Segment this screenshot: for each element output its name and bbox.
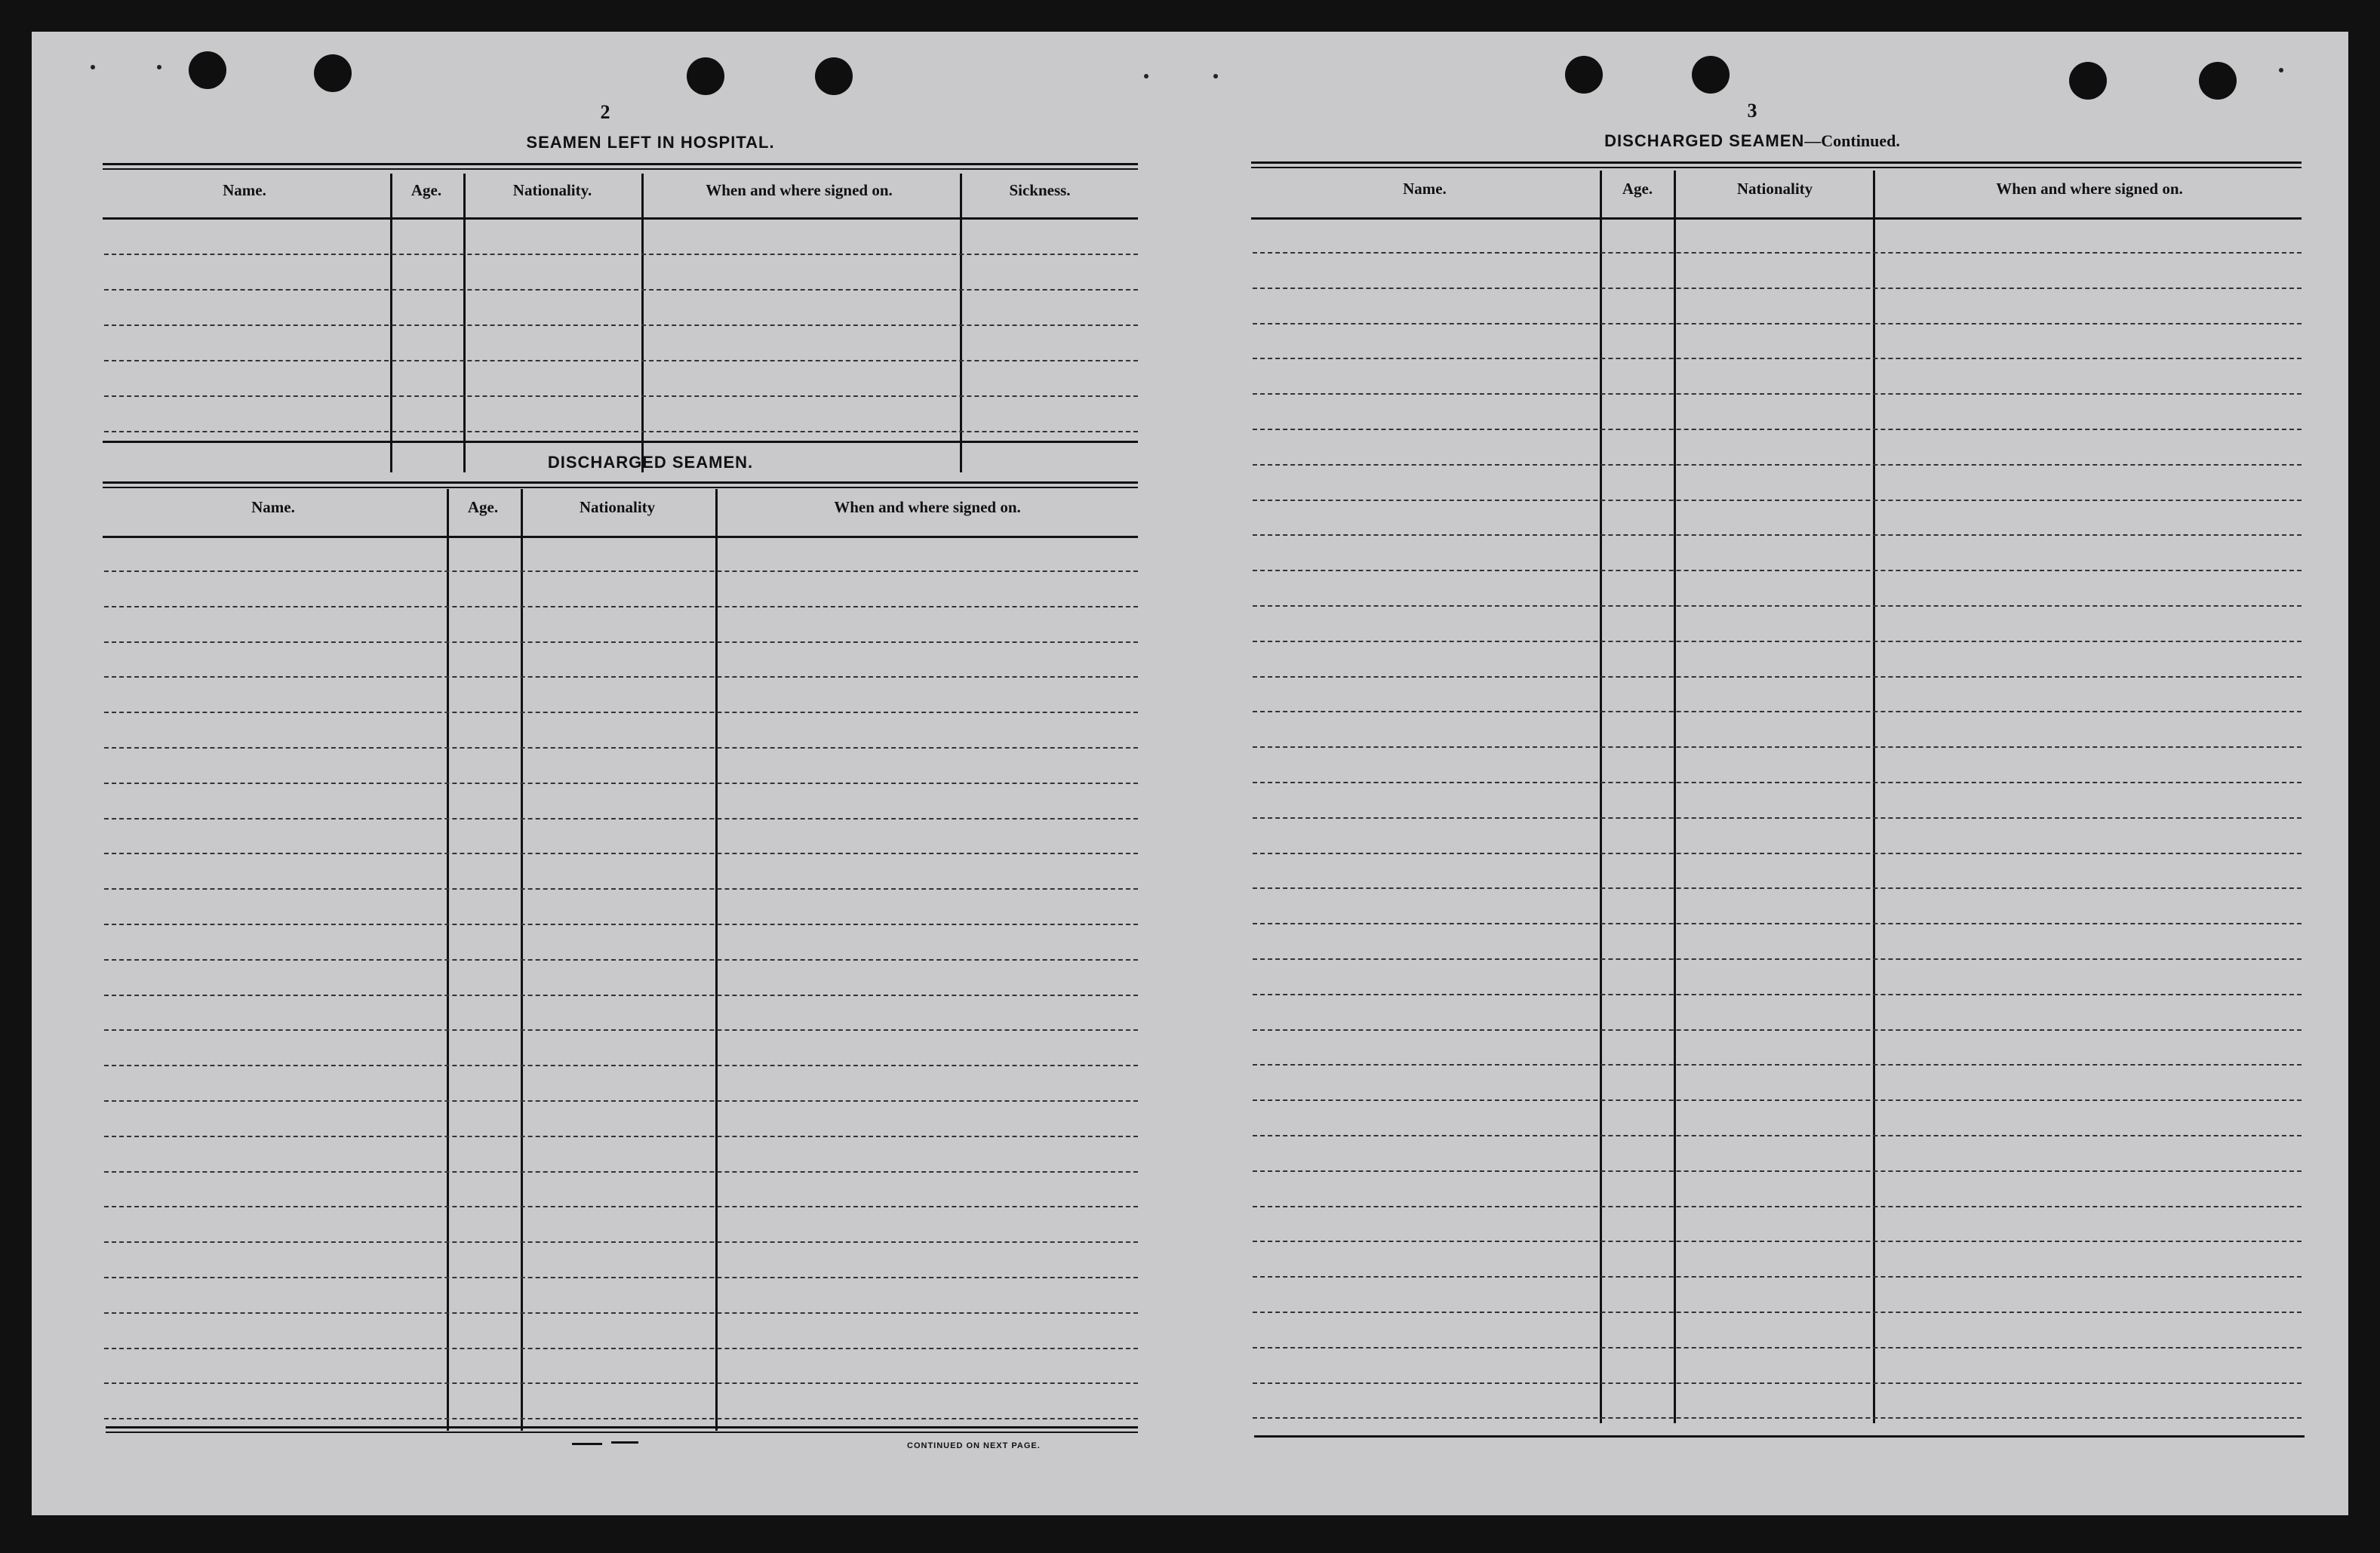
- blank-row-line: [1253, 711, 2302, 712]
- continued-note: CONTINUED ON NEXT PAGE.: [907, 1441, 1041, 1450]
- blank-row-line: [104, 641, 1138, 643]
- blank-row-line: [104, 676, 1138, 678]
- blank-row-line: [1253, 464, 2302, 466]
- blank-row-line: [1253, 1206, 2302, 1207]
- blank-row-line: [1253, 570, 2302, 571]
- blank-row-line: [104, 888, 1138, 890]
- binder-hole: [1565, 56, 1603, 94]
- blank-row-line: [104, 395, 1138, 397]
- blank-row-line: [104, 360, 1138, 361]
- discharged-col-signed-on: When and where signed on.: [834, 498, 1021, 516]
- blank-row-line: [104, 924, 1138, 925]
- blank-row-line: [1253, 958, 2302, 960]
- blank-row-line: [1253, 1241, 2302, 1242]
- hospital-col-name: Name.: [223, 181, 266, 199]
- blank-row-line: [104, 747, 1138, 749]
- blank-row-line: [104, 1277, 1138, 1278]
- blank-row-line: [1253, 358, 2302, 359]
- blank-row-line: [1253, 676, 2302, 678]
- continued-col-signed-on: When and where signed on.: [1996, 180, 2183, 198]
- continued-section-title: [1481, 131, 2024, 151]
- discharged-top-rule: [103, 481, 1138, 488]
- binder-hole: [2199, 62, 2237, 100]
- right-page-bottom-rule: [1254, 1435, 2305, 1438]
- hospital-col-divider: [390, 174, 392, 472]
- blank-row-line: [1253, 1135, 2302, 1136]
- speck: [1144, 74, 1148, 78]
- blank-row-line: [104, 1136, 1138, 1137]
- blank-row-line: [104, 289, 1138, 291]
- speck: [91, 65, 95, 69]
- blank-row-line: [104, 995, 1138, 996]
- blank-row-line: [104, 1418, 1138, 1419]
- hospital-col-divider: [960, 174, 962, 472]
- hospital-col-divider: [463, 174, 466, 472]
- blank-row-line: [1253, 1170, 2302, 1172]
- blank-row-line: [1253, 1064, 2302, 1066]
- hospital-col-age: Age.: [411, 181, 442, 199]
- hospital-bottom-rule: [103, 441, 1138, 443]
- blank-row-line: [104, 853, 1138, 854]
- binder-hole: [314, 54, 352, 92]
- blank-row-line: [1253, 782, 2302, 783]
- discharged-section-title: DISCHARGED SEAMEN.: [547, 453, 754, 472]
- blank-row-line: [104, 1029, 1138, 1031]
- blank-row-line: [1253, 288, 2302, 289]
- hospital-top-rule: [103, 163, 1138, 170]
- blank-row-line: [104, 570, 1138, 572]
- continued-title-suffix: —Continued.: [1804, 131, 1900, 150]
- continued-header-rule: [1251, 217, 2302, 220]
- blank-row-line: [104, 1241, 1138, 1243]
- blank-row-line: [1253, 641, 2302, 642]
- blank-row-line: [1253, 534, 2302, 536]
- hospital-header-rule: [103, 217, 1138, 220]
- blank-row-line: [1253, 1029, 2302, 1031]
- blank-row-line: [104, 1348, 1138, 1349]
- blank-row-line: [104, 1065, 1138, 1066]
- continued-col-nationality: Nationality: [1736, 180, 1813, 198]
- discharged-col-age: Age.: [467, 498, 499, 516]
- discharged-col-name: Name.: [251, 498, 295, 516]
- blank-row-line: [104, 783, 1138, 784]
- speck: [2279, 68, 2283, 72]
- continued-col-name: Name.: [1403, 180, 1447, 198]
- blank-row-line: [1253, 1276, 2302, 1278]
- blank-row-line: [1253, 1382, 2302, 1384]
- blank-row-line: [104, 1171, 1138, 1173]
- blank-row-line: [104, 712, 1138, 713]
- blank-row-line: [104, 1312, 1138, 1314]
- blank-row-line: [1253, 1099, 2302, 1101]
- binder-hole: [815, 57, 853, 95]
- hospital-col-nationality: Nationality.: [512, 181, 592, 199]
- blank-row-line: [1253, 887, 2302, 889]
- discharged-col-nationality: Nationality: [579, 498, 656, 516]
- hospital-section-title: SEAMEN LEFT IN HOSPITAL.: [526, 133, 775, 152]
- blank-row-line: [1253, 853, 2302, 854]
- blank-row-line: [104, 1382, 1138, 1384]
- page-catchword-mark: [572, 1443, 602, 1445]
- continued-title-main: DISCHARGED SEAMEN: [1604, 131, 1805, 150]
- page-number-left: 2: [600, 101, 610, 123]
- binder-hole: [687, 57, 724, 95]
- hospital-col-signed-on: When and where signed on.: [706, 181, 893, 199]
- blank-row-line: [1253, 1347, 2302, 1348]
- blank-row-line: [104, 818, 1138, 820]
- blank-row-line: [1253, 393, 2302, 395]
- page-number-right: 3: [1747, 100, 1757, 121]
- blank-row-line: [104, 431, 1138, 432]
- blank-row-line: [104, 324, 1138, 326]
- speck: [157, 65, 161, 69]
- ledger-sheet: [32, 32, 2348, 1515]
- blank-row-line: [1253, 817, 2302, 819]
- continued-col-age: Age.: [1622, 180, 1653, 198]
- blank-row-line: [104, 1100, 1138, 1102]
- blank-row-line: [1253, 1417, 2302, 1419]
- discharged-header-rule: [103, 536, 1138, 538]
- blank-row-line: [1253, 746, 2302, 748]
- blank-row-line: [104, 959, 1138, 961]
- blank-row-line: [104, 606, 1138, 607]
- blank-row-line: [1253, 1312, 2302, 1313]
- blank-row-line: [1253, 605, 2302, 607]
- blank-row-line: [1253, 500, 2302, 501]
- binder-hole: [189, 51, 226, 89]
- blank-row-line: [1253, 429, 2302, 430]
- hospital-col-sickness: Sickness.: [1009, 181, 1071, 199]
- speck: [1213, 74, 1218, 78]
- binder-hole: [2069, 62, 2107, 100]
- left-page-bottom-rule: [106, 1426, 1138, 1433]
- page-catchword-mark: [611, 1441, 638, 1444]
- blank-row-line: [1253, 252, 2302, 254]
- blank-row-line: [1253, 994, 2302, 995]
- hospital-col-divider: [641, 174, 644, 472]
- binder-hole: [1692, 56, 1730, 94]
- right-top-rule: [1251, 161, 2302, 168]
- blank-row-line: [1253, 323, 2302, 324]
- blank-row-line: [1253, 923, 2302, 924]
- blank-row-line: [104, 254, 1138, 255]
- blank-row-line: [104, 1206, 1138, 1207]
